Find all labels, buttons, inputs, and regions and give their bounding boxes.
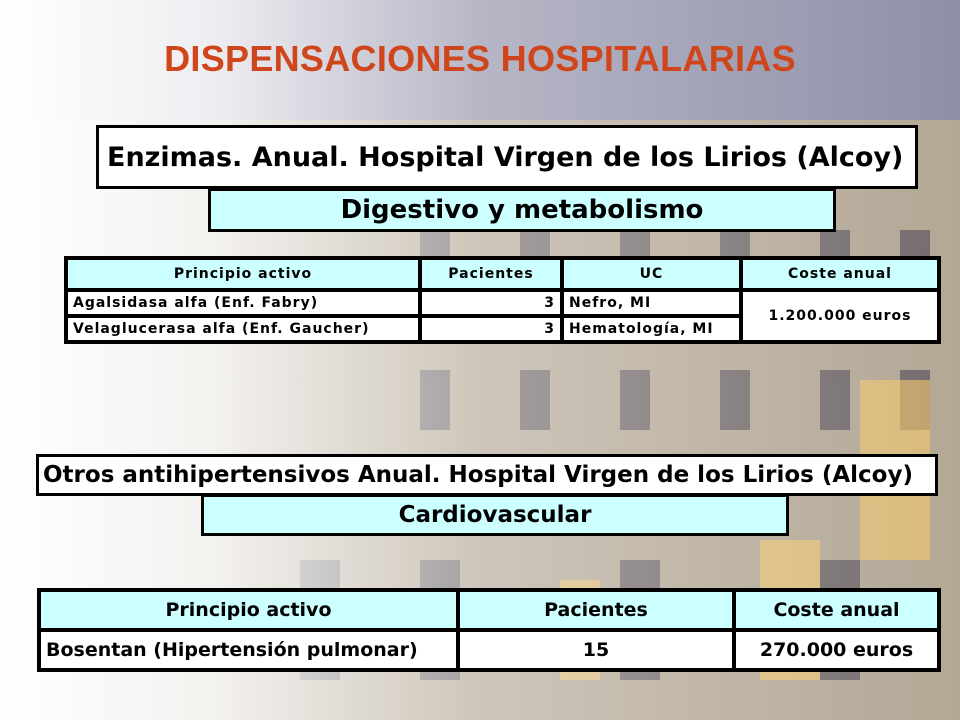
- table-header-row: [39, 590, 939, 630]
- enzimas-table: [64, 256, 941, 344]
- column-header-principio: Principio activo: [66, 258, 420, 290]
- column-header-principio: Principio activo: [39, 590, 458, 630]
- column-header-coste: Coste anual: [741, 258, 939, 290]
- antihipertensivos-table: [37, 588, 941, 672]
- cell-coste-anual: 1.200.000 euros: [741, 290, 939, 342]
- section1-heading: Enzimas. Anual. Hospital Virgen de los Lirios (Alcoy): [96, 125, 918, 189]
- cell-principio: Agalsidasa alfa (Enf. Fabry): [66, 290, 420, 316]
- slide-title: DISPENSACIONES HOSPITALARIAS: [164, 38, 796, 79]
- column-header-uc: UC: [562, 258, 741, 290]
- cell-principio: Velaglucerasa alfa (Enf. Gaucher): [66, 316, 420, 342]
- section2-subheading: Cardiovascular: [201, 494, 789, 536]
- column-header-coste: Coste anual: [734, 590, 939, 630]
- column-header-pacientes: Pacientes: [420, 258, 562, 290]
- cell-principio: Bosentan (Hipertensión pulmonar): [39, 630, 458, 670]
- section1-subheading: Digestivo y metabolismo: [208, 188, 836, 232]
- cell-coste-anual: 270.000 euros: [734, 630, 939, 670]
- cell-pacientes: 3: [420, 316, 562, 342]
- cell-pacientes: 15: [458, 630, 734, 670]
- column-header-pacientes: Pacientes: [458, 590, 734, 630]
- table-header-row: [66, 258, 939, 290]
- section2-heading: Otros antihipertensivos Anual. Hospital Virgen de los Lirios (Alcoy): [36, 454, 938, 496]
- cell-pacientes: 3: [420, 290, 562, 316]
- cell-uc: Nefro, MI: [562, 290, 741, 316]
- table-row: [66, 290, 939, 316]
- table-row: [39, 630, 939, 670]
- cell-uc: Hematología, MI: [562, 316, 741, 342]
